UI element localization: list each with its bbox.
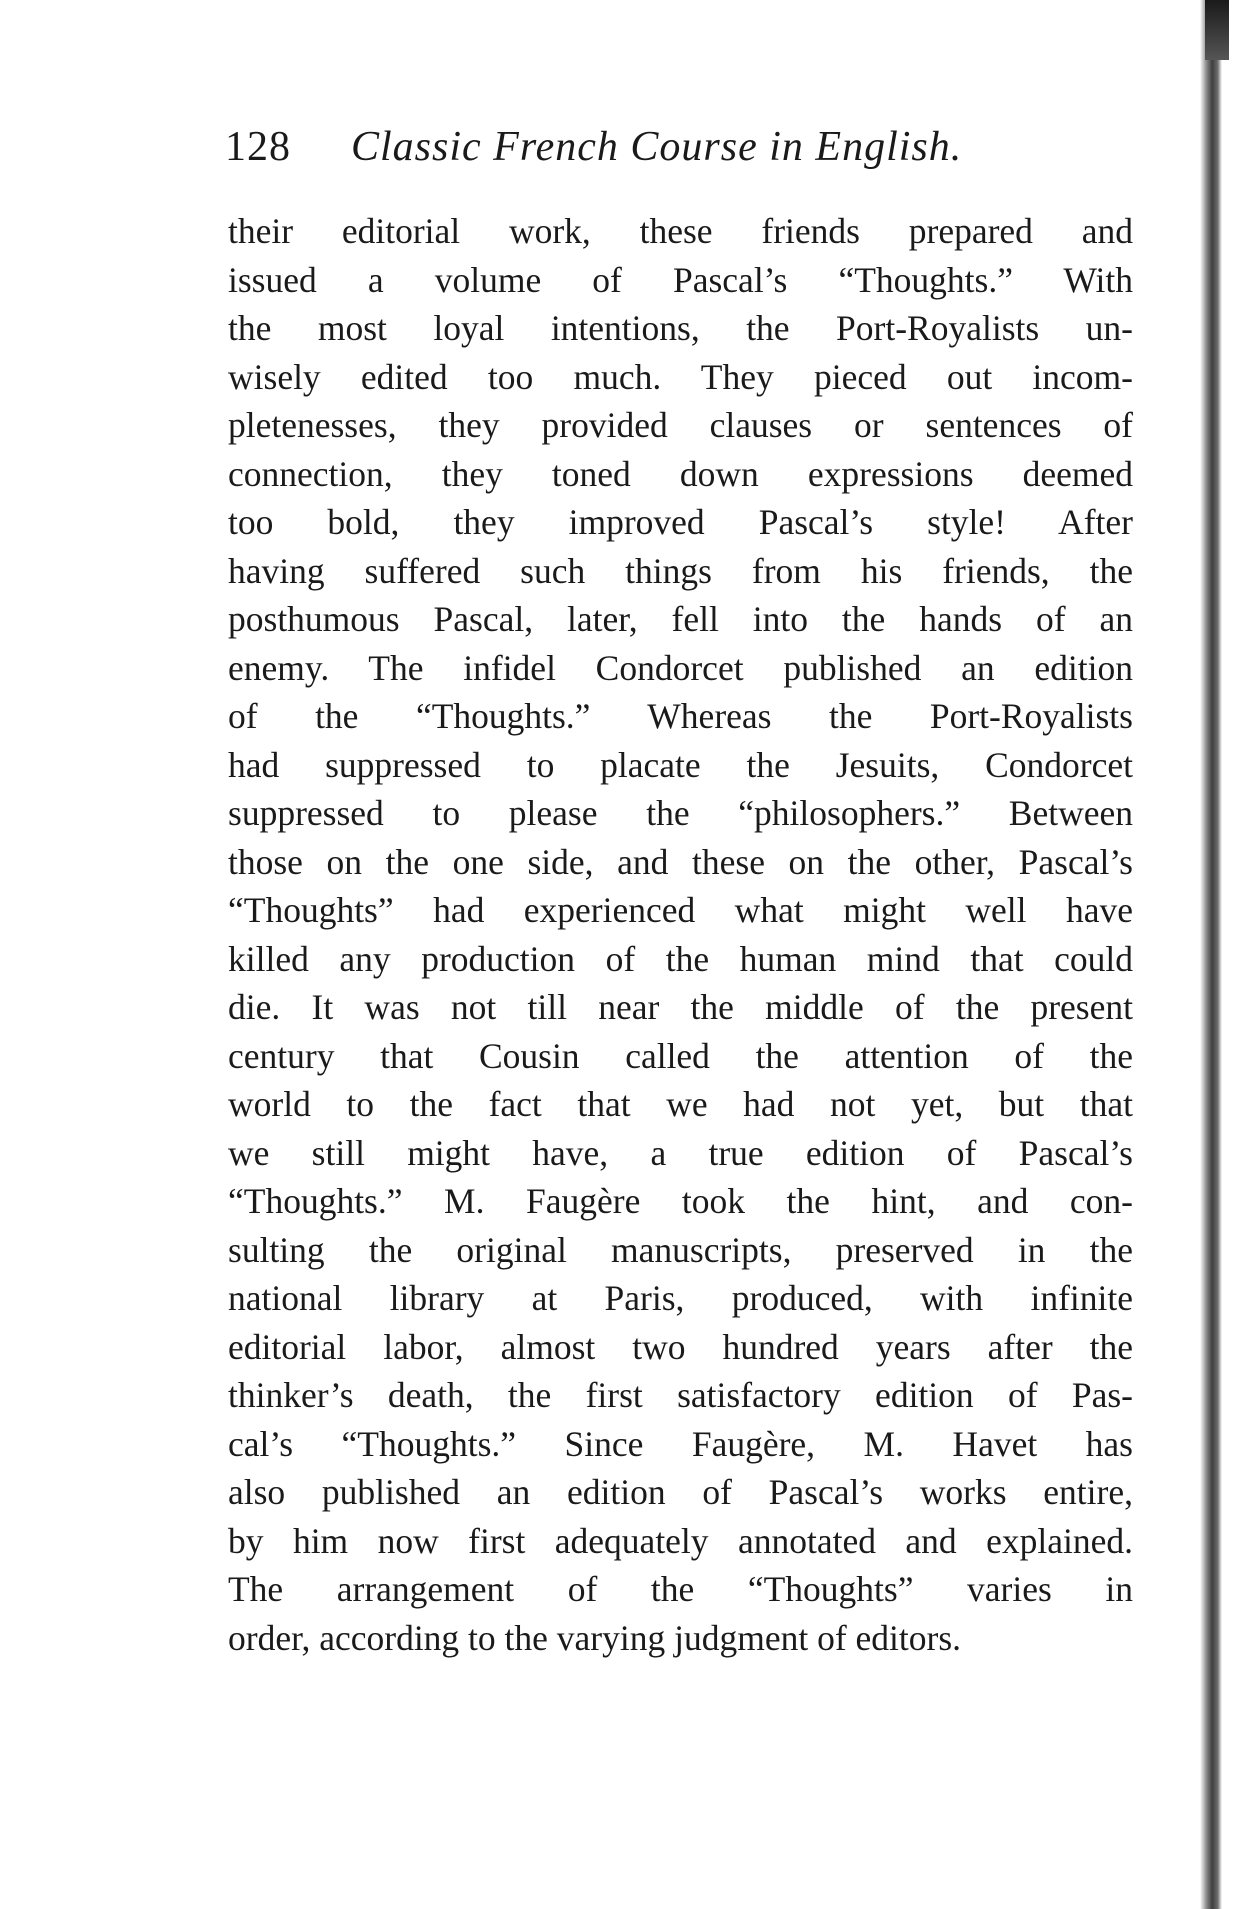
running-title: Classic French Course in English. <box>351 124 963 170</box>
text-line: sulting the original manuscripts, preserved in the <box>228 1229 1133 1270</box>
text-line: order, according to the varying judgment of editors. <box>228 1617 962 1658</box>
text-line: we still might have, a true edition of Pascal’s <box>228 1132 1133 1173</box>
text-line: connection, they toned down expressions deemed <box>228 453 1133 494</box>
text-line: those on the one side, and these on the other, Pascal’s <box>228 841 1133 882</box>
text-line: issued a volume of Pascal’s “Thoughts.” With <box>228 259 1133 300</box>
text-line: had suppressed to placate the Jesuits, Condorcet <box>228 744 1133 785</box>
text-line: national library at Paris, produced, with infinite <box>228 1278 1133 1318</box>
text-line: century that Cousin called the attention of the <box>228 1035 1133 1076</box>
text-line: the most loyal intentions, the Port-Royalists un- <box>228 308 1133 348</box>
text-line: posthumous Pascal, later, fell into the hands of an <box>228 599 1133 639</box>
page-number: 128 <box>225 124 291 170</box>
text-line: of the “Thoughts.” Whereas the Port-Royalists <box>228 696 1133 736</box>
text-line: cal’s “Thoughts.” Since Faugère, M. Havet has <box>228 1423 1133 1464</box>
text-line: pletenesses, they provided clauses or sentences of <box>228 405 1133 445</box>
text-line: having suffered such things from his friends, the <box>228 550 1133 591</box>
text-line: wisely edited too much. They pieced out incom- <box>228 356 1133 397</box>
text-line: too bold, they improved Pascal’s style! After <box>228 502 1133 542</box>
page-header <box>225 122 962 172</box>
text-line: by him now first adequately annotated and explained. <box>228 1520 1133 1561</box>
text-line: suppressed to please the “philosophers.” Between <box>228 793 1133 833</box>
text-line: their editorial work, these friends prepared and <box>228 211 1133 251</box>
text-line: also published an edition of Pascal’s works entire, <box>228 1472 1133 1512</box>
text-line: The arrangement of the “Thoughts” varies in <box>228 1569 1133 1609</box>
body-paragraph <box>228 207 1133 1662</box>
text-line: editorial labor, almost two hundred years after the <box>228 1326 1133 1367</box>
text-line: die. It was not till near the middle of the present <box>228 987 1133 1027</box>
book-spine-corner <box>1205 0 1229 60</box>
text-line: killed any production of the human mind that could <box>228 938 1133 979</box>
text-line: enemy. The infidel Condorcet published an edition <box>228 647 1133 688</box>
text-line: world to the fact that we had not yet, but that <box>228 1084 1133 1124</box>
text-line: thinker’s death, the first satisfactory edition of Pas- <box>228 1375 1133 1415</box>
text-line: “Thoughts” had experienced what might well have <box>228 890 1133 930</box>
book-spine-edge <box>1200 0 1222 1909</box>
text-line: “Thoughts.” M. Faugère took the hint, and con- <box>228 1181 1133 1221</box>
